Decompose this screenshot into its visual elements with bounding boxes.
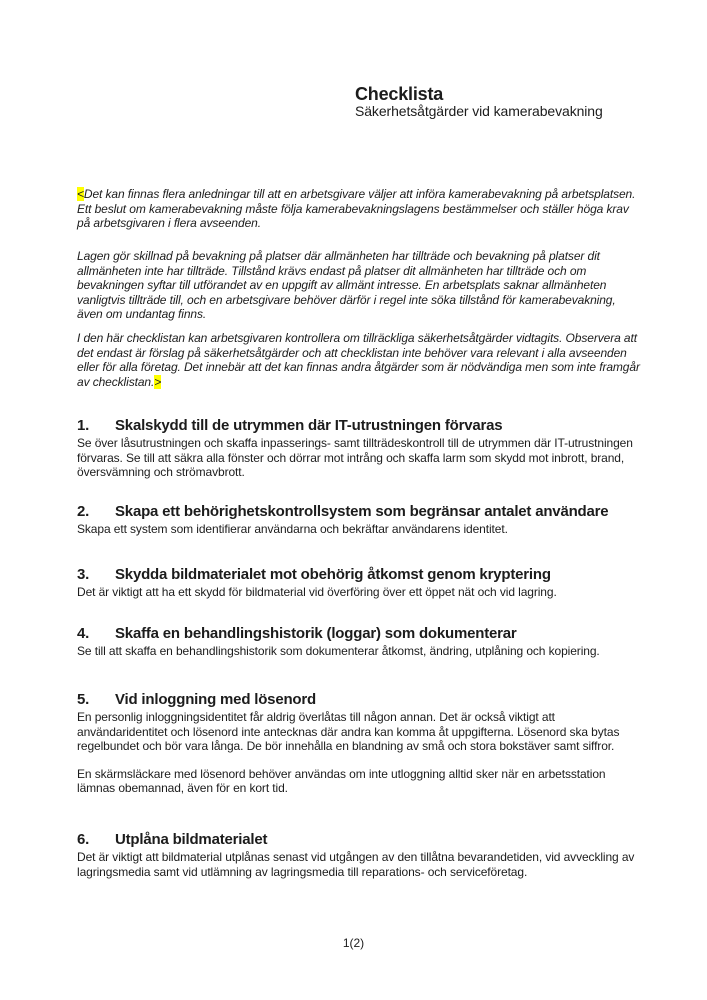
section-heading-text: Vid inloggning med lösenord	[115, 691, 316, 708]
section-heading	[77, 690, 643, 709]
section-number: 1.	[77, 417, 90, 434]
section-number: 4.	[77, 625, 90, 642]
section-heading-text: Utplåna bildmaterialet	[115, 831, 268, 848]
intro-paragraph	[77, 187, 643, 231]
section-heading-text: Skaffa en behandlingshistorik (loggar) som dokumenterar	[115, 625, 517, 642]
checklist-section	[77, 830, 643, 879]
section-heading	[77, 830, 643, 849]
section-paragraph: En personlig inloggningsidentitet får aldrig överlåtas till någon annan. Det är också viktigt att användaridentitet och lösenord inte antecknas där andra kan komma åt uppgifterna. Lösenord ska bytas regelbundet och bör vara långa. De bör innehålla en blandning av små och stora bokstäver samt siffror.	[77, 710, 620, 753]
section-paragraph: Skapa ett system som identifierar användarna och bekräftar användarens identitet.	[77, 522, 508, 536]
intro-paragraph	[77, 331, 643, 389]
section-number: 5.	[77, 691, 90, 708]
section-paragraph: Se till att skaffa en behandlingshistorik som dokumenterar åtkomst, ändring, utplåning och kopiering.	[77, 644, 600, 658]
section-paragraph: En skärmsläckare med lösenord behöver användas om inte utloggning alltid sker när en arbetsstation lämnas obemannad, även för en kort tid.	[77, 766, 606, 795]
intro-paragraph	[77, 249, 643, 322]
intro-paragraph-text: Det kan finnas flera anledningar till att en arbetsgivare väljer att införa kamerabevakning på arbetsplatsen. Ett beslut om kamerabevakning måste följa kamerabevakningslagens bestämmelser och ställer höga krav på arbetsgivaren i flera avseenden.	[77, 187, 636, 230]
checklist-section	[77, 502, 643, 537]
section-number: 6.	[77, 831, 90, 848]
section-heading	[77, 502, 643, 521]
section-heading	[77, 416, 643, 435]
section-heading-text: Skydda bildmaterialet mot obehörig åtkomst genom kryptering	[115, 566, 551, 583]
intro-paragraph-text: I den här checklistan kan arbetsgivaren kontrollera om tillräckliga säkerhetsåtgärder vidtagits. Observera att det endast är förslag på säkerhetsåtgärder och att checklistan inte behöver vara relevant i alla avseenden eller för alla företag. Det innebär att det kan finnas andra åtgärder som är nödvändiga men som inte framgår av checklistan.	[77, 331, 640, 389]
checklist-section	[77, 416, 643, 480]
checklist-section	[77, 690, 643, 796]
checklist-section	[77, 565, 643, 600]
section-number: 3.	[77, 566, 90, 583]
section-heading	[77, 624, 643, 643]
section-number: 2.	[77, 503, 90, 520]
section-paragraph: Det är viktigt att ha ett skydd för bildmaterial vid överföring över ett öppet nät och vid lagring.	[77, 585, 557, 599]
section-heading-text: Skalskydd till de utrymmen där IT-utrustningen förvaras	[115, 417, 503, 434]
highlight-mark-end: >	[154, 374, 162, 389]
section-paragraph: Det är viktigt att bildmaterial utplånas senast vid utgången av den tillåtna bevarandetiden, vid avveckling av lagringsmedia samt vid utlämning av lagringsmedia till reparations- och serviceföretag.	[77, 850, 635, 879]
page-number: 1(2)	[342, 936, 365, 950]
document-subtitle: Säkerhetsåtgärder vid kamerabevakning	[355, 103, 603, 119]
checklist-section	[77, 624, 643, 659]
section-heading	[77, 565, 643, 584]
intro-paragraph-text: Lagen gör skillnad på bevakning på platser där allmänheten har tillträde och bevakning på platser dit allmänheten inte har tillträde. Tillstånd krävs endast på platser dit allmänheten har tillträde och om bevakningen syftar till utförandet av en uppgift av allmänt intresse. En arbetsplats saknar allmänheten vanligtvis tillträde till, och en arbetsgivare behöver därför i regel inte söka tillstånd för kamerabevakning, även om undantag finns.	[77, 249, 616, 321]
section-heading-text: Skapa ett behörighetskontrollsystem som begränsar antalet användare	[115, 503, 609, 520]
document-title: Checklista	[355, 84, 444, 104]
section-paragraph: Se över låsutrustningen och skaffa inpasserings- samt tillträdeskontroll till de utrymmen där IT-utrustningen förvaras. Se till att säkra alla fönster och dörrar mot intrång och skaffa larm som skydd mot inbrott, brand, översvämning och strömavbrott.	[77, 436, 633, 479]
highlight-mark-start: <	[77, 187, 84, 201]
